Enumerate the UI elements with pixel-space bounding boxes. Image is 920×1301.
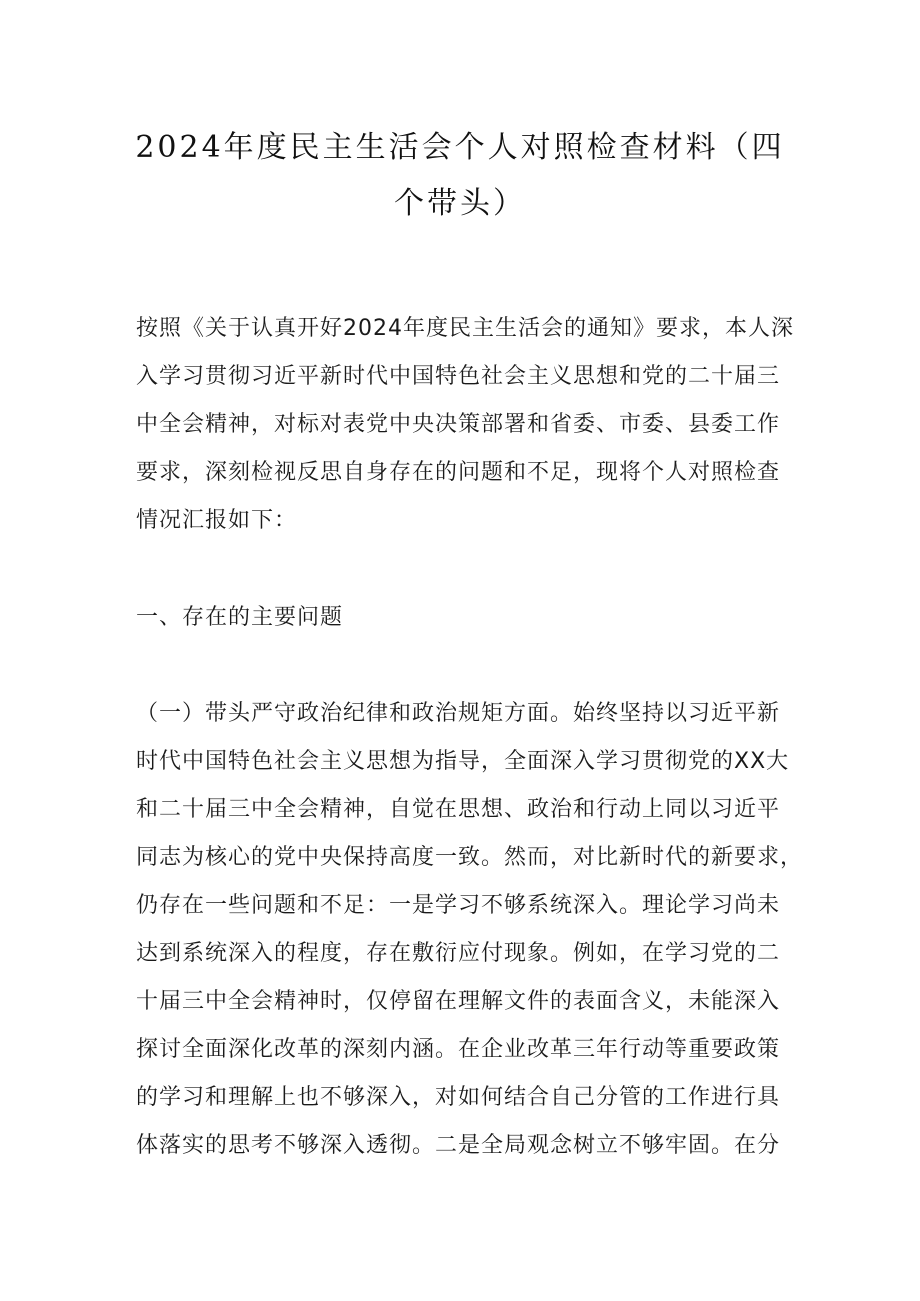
- text-line: 同志为核心的党中央保持高度一致。然而，对比新时代的新要求，: [136, 845, 804, 870]
- text-line: （一）带头严守政治纪律和政治规矩方面。始终坚持以习近平新: [136, 701, 781, 726]
- document-title: [120, 120, 800, 232]
- text-line: 按照《关于认真开好2024年度民主生活会的通知》要求，本人深: [136, 316, 794, 341]
- text-line: 仍存在一些问题和不足：一是学习不够系统深入。理论学习尚未: [136, 893, 781, 918]
- text-line: 要求，深刻检视反思自身存在的问题和不足，现将个人对照检查: [136, 460, 781, 485]
- text-line: 达到系统深入的程度，存在敷衍应付现象。例如，在学习党的二: [136, 941, 781, 966]
- title-line: 2024年度民主生活会个人对照检查材料（四: [135, 130, 785, 165]
- text-line: 和二十届三中全会精神，自觉在思想、政治和行动上同以习近平: [136, 797, 781, 822]
- text-line: 的学习和理解上也不够深入，对如何结合自己分管的工作进行具: [136, 1085, 781, 1110]
- text-line: 探讨全面深化改革的深刻内涵。在企业改革三年行动等重要政策: [136, 1037, 781, 1062]
- title-line: 个带头）: [394, 186, 526, 221]
- text-line: 入学习贯彻习近平新时代中国特色社会主义思想和党的二十届三: [136, 364, 781, 389]
- text-line: 中全会精神，对标对表党中央决策部署和省委、市委、县委工作: [136, 412, 781, 437]
- text-line: 情况汇报如下：: [136, 508, 298, 533]
- section-heading: [136, 594, 796, 642]
- text-line: 时代中国特色社会主义思想为指导，全面深入学习贯彻党的XX大: [136, 749, 790, 774]
- text-line: 十届三中全会精神时，仅停留在理解文件的表面含义，未能深入: [136, 989, 781, 1014]
- item-one-paragraph: [136, 690, 804, 1170]
- text-line: 体落实的思考不够深入透彻。二是全局观念树立不够牢固。在分: [136, 1133, 781, 1158]
- section-heading-text: 一、存在的主要问题: [136, 605, 344, 630]
- intro-paragraph: [136, 305, 796, 545]
